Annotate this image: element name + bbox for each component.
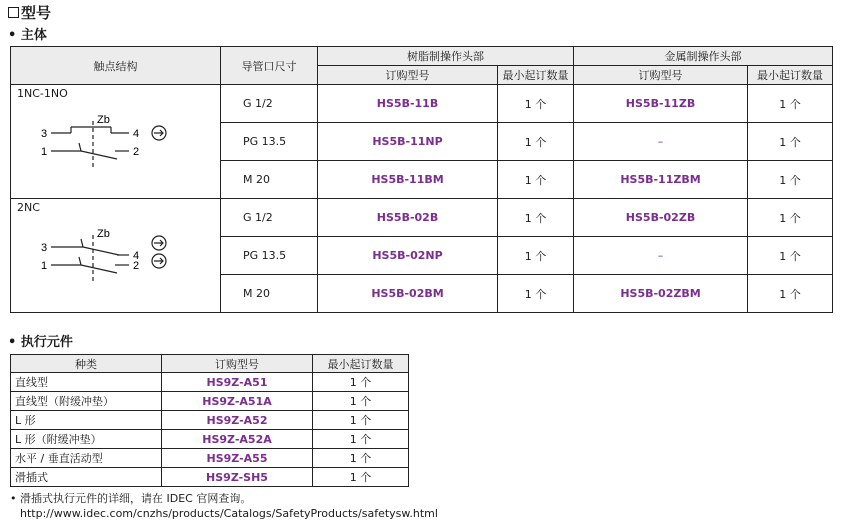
metal-model-number: HS5B-11ZBM <box>620 173 701 186</box>
actuator-min-qty: 1 个 <box>313 392 409 411</box>
actuator-model-cell <box>162 411 313 430</box>
metal-min-qty-cell <box>748 275 833 313</box>
terminal-4: 4 <box>133 250 140 262</box>
metal-model-number-cell <box>574 237 748 275</box>
terminal-3: 3 <box>41 242 48 254</box>
main-body-table <box>10 46 833 313</box>
conduit-size: M 20 <box>243 173 270 186</box>
actuator-min-qty: 1 个 <box>313 373 409 392</box>
terminal-2: 2 <box>133 146 140 158</box>
actuator-min-qty: 1 个 <box>313 468 409 487</box>
metal-model-number: HS5B-02ZBM <box>620 287 701 300</box>
metal-min-qty: 1 个 <box>779 249 801 263</box>
actuator-label: Zb <box>97 114 110 126</box>
actuator-model-cell <box>162 449 313 468</box>
header-conduit: 导管口尺寸 <box>221 47 318 85</box>
positive-opening-arrow-icon <box>152 236 166 250</box>
actuator-table <box>10 354 409 487</box>
note-url-link[interactable]: http://www.idec.com/cnzhs/products/Catalogs/SafetyProducts/safetysw.html <box>20 507 438 520</box>
actuator-model-number: HS9Z-A52 <box>206 413 268 427</box>
header-resin-group: 树脂制操作头部 <box>318 47 574 66</box>
contact-structure-cell <box>11 85 221 199</box>
resin-model-number: HS5B-02B <box>376 211 439 224</box>
metal-model-number: HS5B-02ZB <box>625 211 696 224</box>
header-resin-qty: 最小起订数量 <box>498 66 574 85</box>
actuator-model-number: HS9Z-A55 <box>206 451 268 465</box>
metal-min-qty: 1 个 <box>779 135 801 149</box>
actuator-model-cell <box>162 430 313 449</box>
actuator-model-cell <box>162 373 313 392</box>
resin-model-number: HS5B-02NP <box>372 249 443 262</box>
conduit-size: G 1/2 <box>243 211 273 224</box>
metal-min-qty-cell <box>748 85 833 123</box>
resin-model-number-cell <box>318 199 498 237</box>
conduit-size: PG 13.5 <box>243 135 287 148</box>
header-resin-order: 订购型号 <box>318 66 498 85</box>
table-row <box>11 392 409 411</box>
resin-model-number-cell <box>318 85 498 123</box>
actuator-model-number: HS9Z-SH5 <box>206 470 268 484</box>
conduit-size-cell <box>221 275 318 313</box>
resin-min-qty: 1 个 <box>524 135 547 149</box>
resin-model-number: HS5B-11BM <box>371 173 444 186</box>
metal-model-number-cell <box>574 85 748 123</box>
resin-min-qty-cell <box>498 85 574 123</box>
header-metal-group: 金属制操作头部 <box>574 47 833 66</box>
conduit-size-cell <box>221 199 318 237</box>
act-header-order: 订购型号 <box>162 355 313 373</box>
actuator-model-number: HS9Z-A52A <box>202 432 272 446</box>
metal-min-qty-cell <box>748 123 833 161</box>
table-row <box>11 199 833 237</box>
actuator-model-cell <box>162 392 313 411</box>
actuator-section-title: • 执行元件 <box>8 335 73 350</box>
metal-model-number: – <box>657 135 664 148</box>
resin-model-number-cell <box>318 123 498 161</box>
resin-min-qty-cell <box>498 199 574 237</box>
metal-min-qty-cell <box>748 199 833 237</box>
conduit-size: PG 13.5 <box>243 249 287 262</box>
resin-min-qty: 1 个 <box>524 249 547 263</box>
contact-structure-label: 2NC <box>17 201 40 214</box>
resin-model-number: HS5B-11NP <box>372 135 443 148</box>
terminal-1: 1 <box>41 146 48 158</box>
terminal-1: 1 <box>41 260 48 272</box>
actuator-model-number: HS9Z-A51A <box>202 394 272 408</box>
terminal-4: 4 <box>133 128 140 140</box>
resin-min-qty: 1 个 <box>524 211 547 225</box>
contact-diagram <box>41 103 181 173</box>
contact-structure-cell <box>11 199 221 313</box>
conduit-size: G 1/2 <box>243 97 273 110</box>
actuator-kind: L 形 <box>11 411 162 430</box>
header-structure: 触点结构 <box>11 47 221 85</box>
actuator-label: Zb <box>97 228 110 240</box>
table-row <box>11 373 409 392</box>
act-header-kind: 种类 <box>11 355 162 373</box>
resin-min-qty-cell <box>498 275 574 313</box>
metal-model-number: HS5B-11ZB <box>625 97 696 110</box>
contact-structure-label: 1NC-1NO <box>17 87 68 100</box>
actuator-model-number: HS9Z-A51 <box>206 375 268 389</box>
resin-model-number: HS5B-02BM <box>371 287 444 300</box>
resin-min-qty-cell <box>498 123 574 161</box>
resin-model-number-cell <box>318 237 498 275</box>
metal-min-qty-cell <box>748 161 833 199</box>
main-section-title: • 主体 <box>8 28 47 43</box>
actuator-kind: 滑插式 <box>11 468 162 487</box>
actuator-min-qty: 1 个 <box>313 411 409 430</box>
metal-model-number-cell <box>574 123 748 161</box>
conduit-size-cell <box>221 237 318 275</box>
metal-min-qty: 1 个 <box>779 211 801 225</box>
table-row <box>11 411 409 430</box>
actuator-kind: L 形（附缓冲垫） <box>11 430 162 449</box>
actuator-model-cell <box>162 468 313 487</box>
table-row <box>11 468 409 487</box>
terminal-2: 2 <box>133 260 140 272</box>
conduit-size-cell <box>221 123 318 161</box>
metal-min-qty: 1 个 <box>779 97 801 111</box>
resin-min-qty: 1 个 <box>524 173 547 187</box>
header-metal-qty: 最小起订数量 <box>748 66 833 85</box>
actuator-kind: 直线型 <box>11 373 162 392</box>
actuator-kind: 水平 / 垂直活动型 <box>11 449 162 468</box>
positive-opening-arrow-icon <box>152 126 166 140</box>
actuator-min-qty: 1 个 <box>313 430 409 449</box>
resin-min-qty: 1 个 <box>524 287 547 301</box>
note-detail: • 滑插式执行元件的详细，请在 IDEC 官网查询。 <box>10 492 252 505</box>
terminal-3: 3 <box>41 128 48 140</box>
table-row <box>11 430 409 449</box>
heading-text: 型号 <box>21 4 52 22</box>
conduit-size-cell <box>221 161 318 199</box>
contact-diagram <box>41 217 181 287</box>
metal-min-qty: 1 个 <box>779 173 801 187</box>
resin-min-qty-cell <box>498 237 574 275</box>
actuator-min-qty: 1 个 <box>313 449 409 468</box>
header-metal-order: 订购型号 <box>574 66 748 85</box>
metal-min-qty: 1 个 <box>779 287 801 301</box>
positive-opening-arrow-icon <box>152 254 166 268</box>
metal-model-number-cell <box>574 199 748 237</box>
resin-min-qty: 1 个 <box>524 97 547 111</box>
metal-model-number-cell <box>574 275 748 313</box>
actuator-kind: 直线型（附缓冲垫） <box>11 392 162 411</box>
conduit-size-cell <box>221 85 318 123</box>
act-header-qty: 最小起订数量 <box>313 355 409 373</box>
resin-model-number-cell <box>318 275 498 313</box>
metal-min-qty-cell <box>748 237 833 275</box>
table-row <box>11 85 833 123</box>
metal-model-number: – <box>657 249 664 262</box>
page-heading <box>8 2 51 23</box>
resin-model-number: HS5B-11B <box>376 97 439 110</box>
conduit-size: M 20 <box>243 287 270 300</box>
metal-model-number-cell <box>574 161 748 199</box>
table-row <box>11 449 409 468</box>
resin-min-qty-cell <box>498 161 574 199</box>
resin-model-number-cell <box>318 161 498 199</box>
checkbox-square-icon <box>8 7 19 18</box>
